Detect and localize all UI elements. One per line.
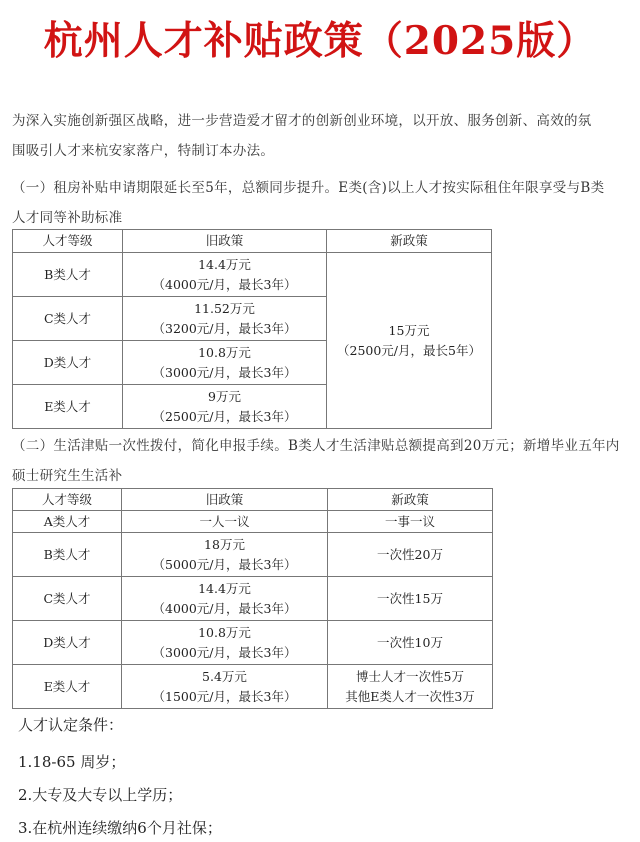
level-cell: E类人才 bbox=[13, 385, 123, 429]
table-header-row bbox=[13, 230, 492, 253]
table-row bbox=[13, 511, 493, 533]
old-policy-amount: 10.8万元 bbox=[198, 344, 251, 360]
requirement-item: 3.在杭州连续缴纳6个月社保； bbox=[18, 819, 222, 837]
header-level: 人才等级 bbox=[13, 489, 122, 511]
old-policy-detail: （3200元/月，最长3年） bbox=[152, 320, 297, 336]
header-new-policy: 新政策 bbox=[327, 230, 492, 253]
level-cell: A类人才 bbox=[13, 511, 122, 533]
old-policy-cell bbox=[122, 577, 328, 621]
level-cell: B类人才 bbox=[13, 253, 123, 297]
old-policy-amount: 11.52万元 bbox=[194, 300, 255, 316]
level-cell: B类人才 bbox=[13, 533, 122, 577]
section2-line-2: 硕士研究生生活补 bbox=[12, 468, 123, 484]
rent-subsidy-table bbox=[12, 229, 492, 429]
old-policy-amount: 14.4万元 bbox=[198, 580, 251, 596]
level-cell: C类人才 bbox=[13, 297, 123, 341]
table-header-row bbox=[13, 489, 493, 511]
living-allowance-table bbox=[12, 488, 493, 709]
new-policy-detail: （2500元/月，最长5年） bbox=[337, 342, 481, 358]
new-policy-cell: 一事一议 bbox=[328, 511, 493, 533]
header-level: 人才等级 bbox=[13, 230, 123, 253]
old-policy-cell bbox=[123, 297, 327, 341]
new-policy-cell: 一次性15万 bbox=[328, 577, 493, 621]
old-policy-cell: 一人一议 bbox=[122, 511, 328, 533]
new-policy-amount: 15万元 bbox=[388, 322, 430, 338]
old-policy-detail: （3000元/月，最长3年） bbox=[152, 364, 297, 380]
level-cell: D类人才 bbox=[13, 341, 123, 385]
level-cell: D类人才 bbox=[13, 621, 122, 665]
old-policy-cell bbox=[122, 621, 328, 665]
old-policy-amount: 5.4万元 bbox=[202, 668, 247, 684]
new-policy-merged-cell bbox=[327, 253, 492, 429]
requirement-item: 1.18-65 周岁； bbox=[18, 753, 126, 771]
intro-line-2: 围吸引人才来杭安家落户，特制订本办法。 bbox=[12, 143, 275, 159]
header-new-policy: 新政策 bbox=[328, 489, 493, 511]
header-old-policy: 旧政策 bbox=[122, 489, 328, 511]
new-policy-doctor: 博士人才一次性5万 bbox=[356, 668, 464, 684]
level-cell: E类人才 bbox=[13, 665, 122, 709]
old-policy-cell bbox=[123, 385, 327, 429]
old-policy-amount: 10.8万元 bbox=[198, 624, 251, 640]
old-policy-detail: （2500元/月，最长3年） bbox=[152, 408, 297, 424]
table-row bbox=[13, 621, 493, 665]
old-policy-cell bbox=[122, 665, 328, 709]
level-cell: C类人才 bbox=[13, 577, 122, 621]
header-old-policy: 旧政策 bbox=[123, 230, 327, 253]
old-policy-detail: （5000元/月，最长3年） bbox=[152, 556, 297, 572]
section1-line-2: 人才同等补助标准 bbox=[12, 210, 123, 226]
new-policy-cell: 一次性10万 bbox=[328, 621, 493, 665]
old-policy-amount: 14.4万元 bbox=[198, 256, 251, 272]
table-row bbox=[13, 665, 493, 709]
requirements-heading: 人才认定条件： bbox=[18, 716, 124, 734]
table-row bbox=[13, 253, 492, 297]
old-policy-amount: 9万元 bbox=[208, 388, 241, 404]
old-policy-cell bbox=[122, 533, 328, 577]
new-policy-cell: 一次性20万 bbox=[328, 533, 493, 577]
old-policy-detail: （4000元/月，最长3年） bbox=[152, 276, 297, 292]
old-policy-detail: （1500元/月，最长3年） bbox=[152, 688, 297, 704]
old-policy-cell bbox=[123, 341, 327, 385]
new-policy-other: 其他E类人才一次性3万 bbox=[345, 688, 475, 704]
old-policy-detail: （3000元/月，最长3年） bbox=[152, 644, 297, 660]
old-policy-cell bbox=[123, 253, 327, 297]
table-row bbox=[13, 577, 493, 621]
requirement-item: 2.大专及大专以上学历； bbox=[18, 786, 183, 804]
new-policy-cell bbox=[328, 665, 493, 709]
old-policy-amount: 18万元 bbox=[204, 536, 245, 552]
table-row bbox=[13, 533, 493, 577]
section2-line-1: （二）生活津贴一次性拨付，简化申报手续。B类人才生活津贴总额提高到20万元；新增毕业五年内 bbox=[12, 438, 620, 454]
intro-line-1: 为深入实施创新强区战略，进一步营造爱才留才的创新创业环境，以开放、服务创新、高效的氛 bbox=[12, 113, 592, 129]
old-policy-detail: （4000元/月，最长3年） bbox=[152, 600, 297, 616]
section1-line-1: （一）租房补贴申请期限延长至5年，总额同步提升。E类(含)以上人才按实际租住年限享受与B类 bbox=[12, 180, 605, 196]
page-title: 杭州人才补贴政策（2025版） bbox=[43, 18, 597, 64]
